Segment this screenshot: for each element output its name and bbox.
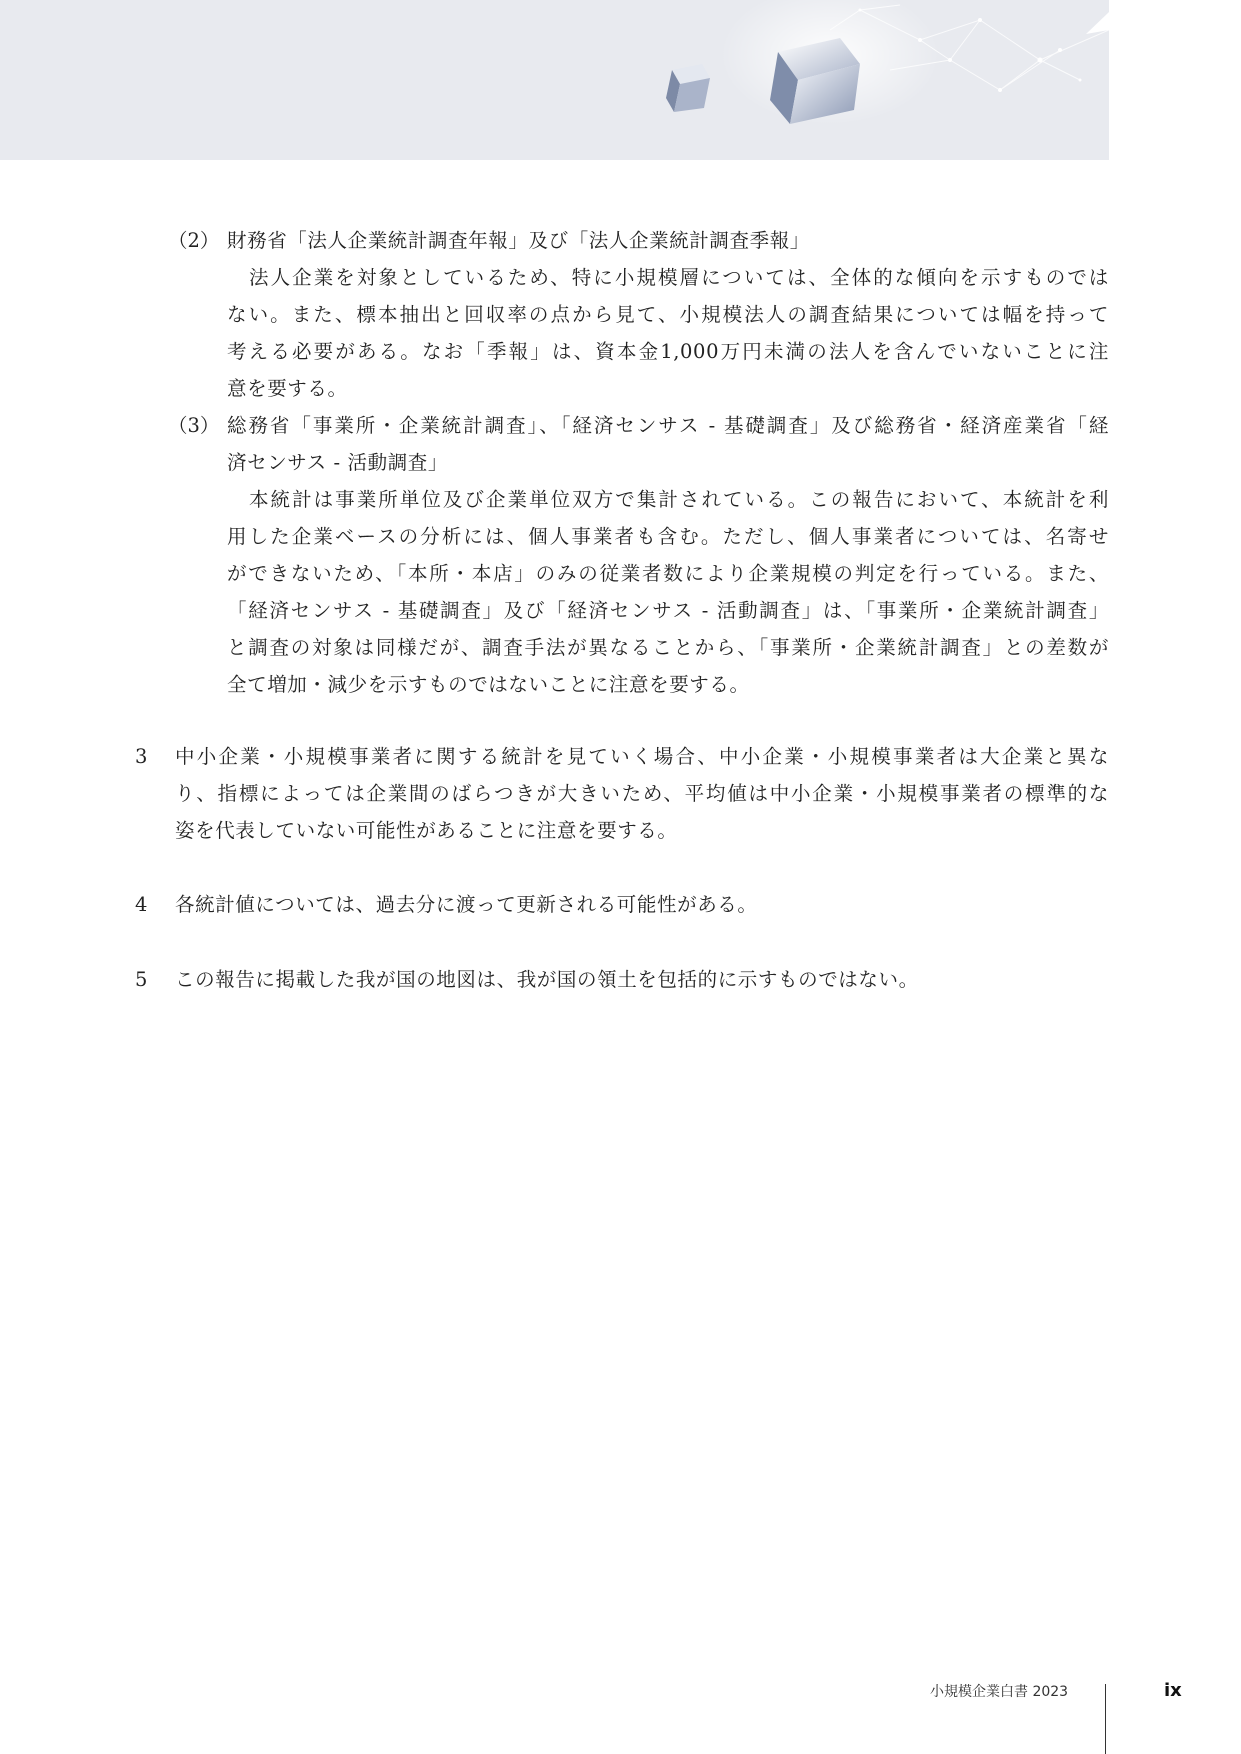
note3-line: 姿を代表していない可能性があることに注意を要する。 [175, 819, 678, 842]
small-cube [666, 64, 710, 112]
item3-line: と調査の対象は同様だが、調査手法が異なることから、「事業所・企業統計調査」との差数が [227, 636, 1109, 659]
note5-text: この報告に掲載した我が国の地図は、我が国の領土を包括的に示すものではない。 [175, 968, 919, 991]
header-band [0, 0, 1109, 160]
item2-line: 考える必要がある。なお「季報」は、資本金1,000万円未満の法人を含んでいないことに注 [227, 340, 1109, 363]
item2-marker: （2） [168, 229, 220, 252]
item3-marker: （3） [168, 414, 220, 437]
item3-line: 用した企業ベースの分析には、個人事業者も含む。ただし、個人事業者については、名寄せ [227, 525, 1109, 548]
large-cube [770, 38, 860, 124]
note5-number: 5 [135, 968, 148, 991]
note3-line: 中小企業・小規模事業者に関する統計を見ていく場合、中小企業・小規模事業者は大企業と異な [175, 745, 1109, 768]
note3-line: り、指標によっては企業間のばらつきが大きいため、平均値は中小企業・小規模事業者の標準的な [175, 782, 1109, 805]
note4-text: 各統計値については、過去分に渡って更新される可能性がある。 [175, 893, 758, 916]
item3-heading: 済センサス - 活動調査」 [227, 451, 449, 474]
item3-heading: 総務省「事業所・企業統計調査」、「経済センサス - 基礎調査」及び総務省・経済産業省「経 [227, 414, 1109, 437]
footer-title: 小規模企業白書 2023 [930, 1684, 1069, 1700]
item3-line: 全て増加・減少を示すものではないことに注意を要する。 [227, 673, 750, 696]
item2-line: ない。また、標本抽出と回収率の点から見て、小規模法人の調査結果については幅を持って [227, 303, 1109, 326]
cube-network-graphic [600, 0, 1109, 160]
note3-number: 3 [135, 745, 148, 768]
item3-line: ができないため、「本所・本店」のみの従業者数により企業規模の判定を行っている。また、 [227, 562, 1109, 585]
item3-line: 本統計は事業所単位及び企業単位双方で集計されている。この報告において、本統計を利 [249, 488, 1109, 511]
item2-heading: 財務省「法人企業統計調査年報」及び「法人企業統計調査季報」 [227, 229, 810, 252]
footer-divider [1105, 1684, 1106, 1754]
item2-line: 意を要する。 [227, 377, 348, 400]
item2-line: 法人企業を対象としているため、特に小規模層については、全体的な傾向を示すものでは [249, 266, 1109, 289]
item3-line: 「経済センサス - 基礎調査」及び「経済センサス - 活動調査」は、「事業所・企業統計調査」 [227, 599, 1109, 622]
note4-number: 4 [135, 893, 148, 916]
page-number: ix [1164, 1680, 1182, 1701]
